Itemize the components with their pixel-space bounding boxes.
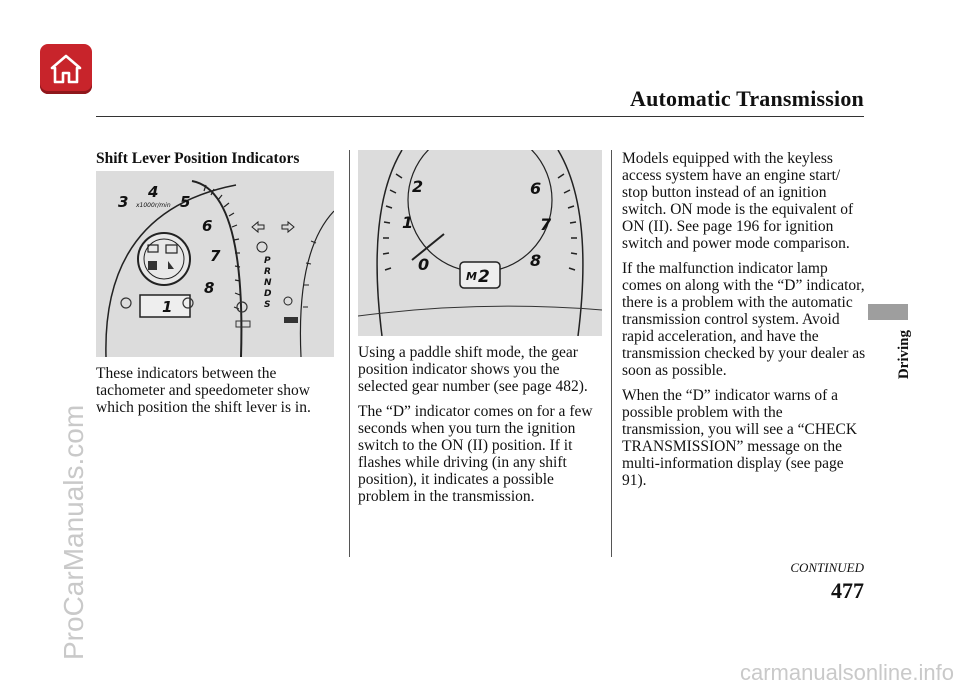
turn-left-icon bbox=[252, 222, 264, 232]
seatbelt-icon bbox=[148, 261, 157, 270]
page-number: 477 bbox=[831, 578, 864, 603]
gauge-number: 6 bbox=[530, 179, 542, 198]
tach-number: 7 bbox=[210, 247, 221, 265]
gauge-number: 7 bbox=[540, 215, 552, 234]
gear-number: 1 bbox=[162, 298, 173, 316]
column-2 bbox=[358, 150, 603, 513]
tach-number: 5 bbox=[180, 193, 191, 211]
watermark-bottom: carmanualsonline.info bbox=[739, 660, 954, 685]
column-divider-2 bbox=[611, 150, 612, 557]
paragraph: Models equipped with the keyless access system have an engine start/ stop button instead of an ignition switch. ON mode is the equivalent of ON (II). See page 196 for ignition switch and power mode comparison. bbox=[622, 150, 854, 252]
tpms-icon bbox=[121, 298, 131, 308]
gauge-number: 1 bbox=[402, 213, 414, 232]
section-heading: Shift Lever Position Indicators bbox=[96, 150, 300, 167]
speed-gear-figure bbox=[358, 150, 602, 336]
gear-letter: D bbox=[264, 289, 272, 299]
paragraph: Using a paddle shift mode, the gear position indicator shows you the selected gear number (see page 482). bbox=[358, 344, 588, 395]
turn-right-icon bbox=[282, 222, 294, 232]
gear-letter: S bbox=[264, 300, 271, 310]
header-rule bbox=[96, 116, 864, 117]
tach-number: 6 bbox=[202, 217, 213, 235]
gear-letter: P bbox=[264, 256, 271, 266]
column-divider-1 bbox=[349, 150, 350, 557]
tach-unit: x1000r/min bbox=[136, 202, 171, 209]
gauge-number: 2 bbox=[412, 177, 424, 196]
paragraph: If the malfunction indicator lamp comes on along with the “D” indicator, there is a problem with the automatic transmission control system. Avoid rapid acceleration, and have the transmission checked by your dealer as soon as possible. bbox=[622, 260, 866, 379]
cluster-illustration bbox=[96, 171, 334, 357]
gauge-illustration bbox=[358, 150, 602, 336]
paragraph: The “D” indicator comes on for a few seconds when you turn the ignition switch to the ON (II) position. If it flashes while driving (in any shift position), it indicates a possible problem in the transmission. bbox=[358, 403, 593, 505]
section-tab-marker[interactable] bbox=[868, 304, 908, 320]
section-label: Driving bbox=[896, 330, 912, 380]
tach-number: 3 bbox=[118, 193, 129, 211]
home-icon bbox=[49, 52, 83, 86]
gear-letter: R bbox=[264, 267, 271, 277]
column-1 bbox=[96, 150, 336, 424]
home-button[interactable] bbox=[40, 44, 92, 94]
tach-number: 4 bbox=[148, 183, 159, 201]
indicator-icon bbox=[284, 297, 292, 305]
tachometer-figure bbox=[96, 171, 334, 357]
warning-icon bbox=[257, 242, 267, 252]
fog-icon bbox=[236, 321, 250, 327]
gauge-number: 8 bbox=[530, 251, 542, 270]
gear-number: 2 bbox=[478, 267, 490, 287]
gear-letter: N bbox=[264, 278, 272, 288]
page-title: Automatic Transmission bbox=[630, 86, 864, 111]
cruise-icon bbox=[284, 317, 298, 323]
continued-label: CONTINUED bbox=[790, 560, 864, 575]
mode-letter: M bbox=[466, 270, 477, 283]
watermark-vertical: ProCarManuals.com bbox=[58, 404, 89, 660]
tach-number: 8 bbox=[204, 279, 215, 297]
column-3 bbox=[622, 150, 867, 497]
gauge-number: 0 bbox=[418, 255, 430, 274]
paragraph: When the “D” indicator warns of a possible problem with the transmission, you will see a “CHECK TRANSMISSION” message on the multi-information display (see page 91). bbox=[622, 387, 858, 489]
paragraph: These indicators between the tachometer and speedometer show which position the shift lever is in. bbox=[96, 365, 311, 416]
